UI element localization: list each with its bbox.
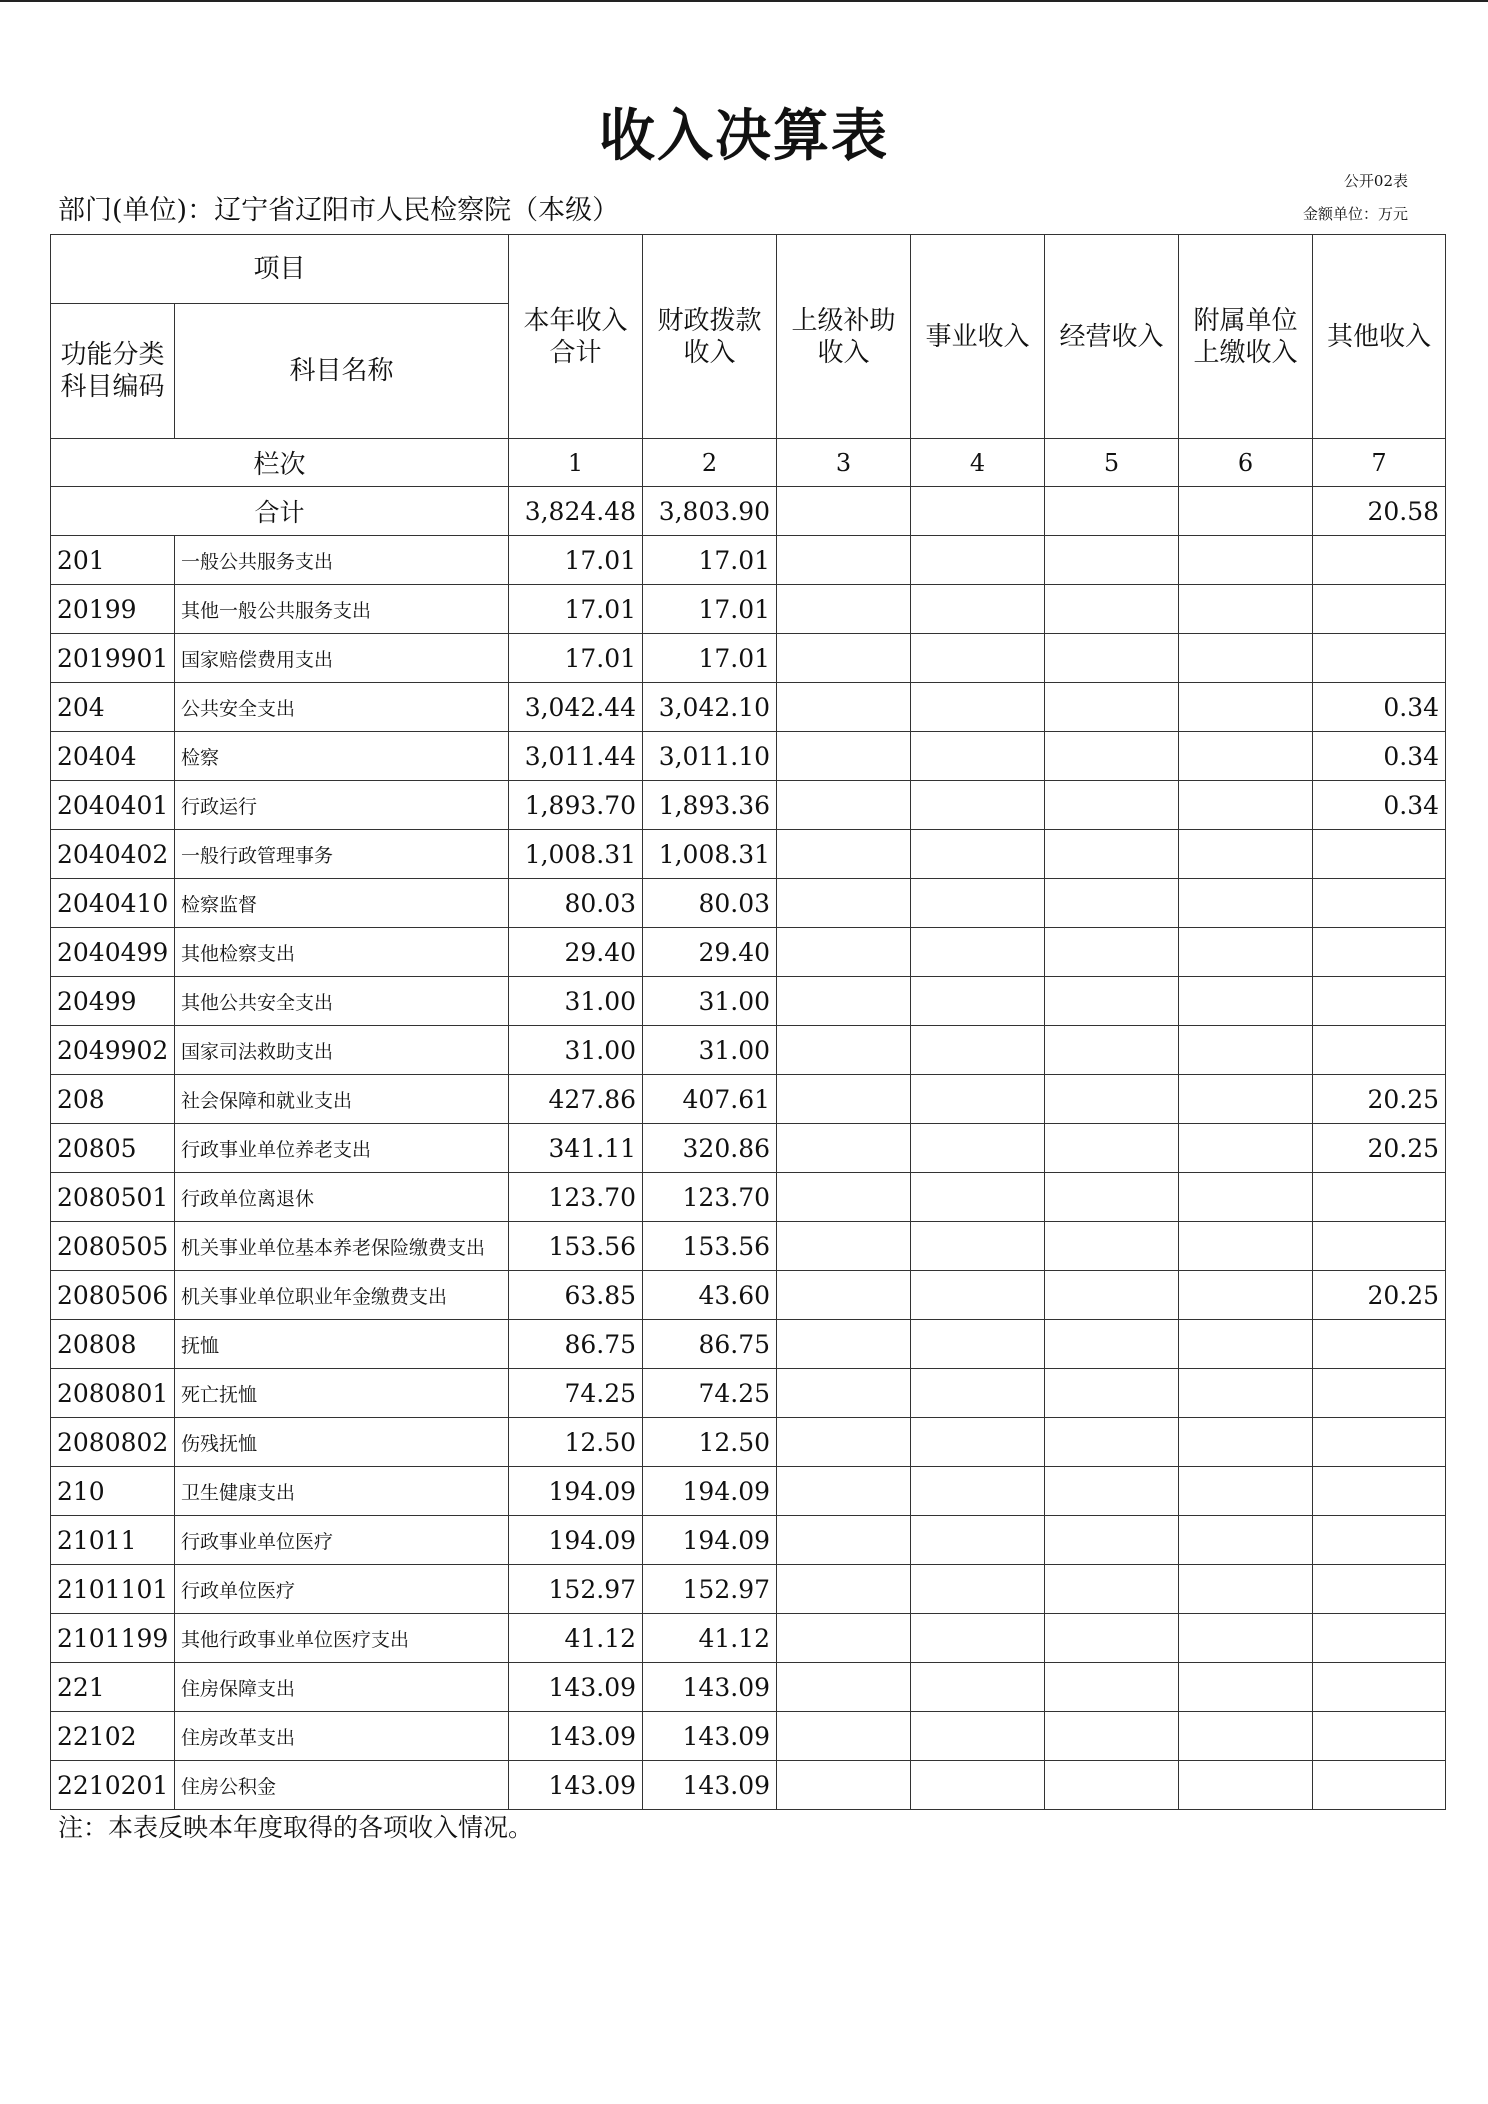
header-name: 科目名称: [175, 304, 509, 439]
header-col3: 上级补助 收入: [777, 235, 911, 439]
subject-name: 公共安全支出: [175, 683, 509, 732]
amount-cell: 143.09: [509, 1761, 643, 1810]
amount-cell: 41.12: [643, 1614, 777, 1663]
subject-name: 一般行政管理事务: [175, 830, 509, 879]
subject-name: 死亡抚恤: [175, 1369, 509, 1418]
amount-cell: [777, 536, 911, 585]
amount-cell: [1045, 1124, 1179, 1173]
amount-cell: 1,893.70: [509, 781, 643, 830]
amount-cell: [1045, 1761, 1179, 1810]
amount-cell: [911, 1173, 1045, 1222]
amount-cell: [777, 1222, 911, 1271]
amount-cell: [1045, 781, 1179, 830]
amount-cell: [1179, 1320, 1313, 1369]
amount-cell: 143.09: [643, 1761, 777, 1810]
table-row: [51, 977, 1446, 1026]
header-code: 功能分类 科目编码: [51, 304, 175, 439]
amount-cell: 143.09: [509, 1712, 643, 1761]
subject-code: 20499: [51, 977, 175, 1026]
subject-name: 机关事业单位基本养老保险缴费支出: [175, 1222, 509, 1271]
amount-cell: [777, 928, 911, 977]
amount-cell: [777, 1614, 911, 1663]
amount-cell: [777, 1761, 911, 1810]
amount-cell: [777, 1369, 911, 1418]
page-top-border: [0, 0, 1488, 2]
amount-cell: 0.34: [1313, 781, 1446, 830]
amount-cell: [1045, 1614, 1179, 1663]
amount-cell: [777, 732, 911, 781]
amount-cell: [911, 1320, 1045, 1369]
table-row: [51, 1467, 1446, 1516]
amount-cell: [1179, 781, 1313, 830]
table-row: [51, 1418, 1446, 1467]
total-value: 3,824.48: [509, 487, 643, 536]
amount-cell: [911, 1075, 1045, 1124]
amount-cell: 341.11: [509, 1124, 643, 1173]
amount-cell: 123.70: [509, 1173, 643, 1222]
amount-cell: [911, 1369, 1045, 1418]
amount-cell: 3,042.10: [643, 683, 777, 732]
amount-cell: [1313, 1026, 1446, 1075]
amount-cell: [1179, 1222, 1313, 1271]
amount-cell: 12.50: [509, 1418, 643, 1467]
subject-name: 抚恤: [175, 1320, 509, 1369]
amount-cell: [1179, 928, 1313, 977]
amount-cell: [911, 634, 1045, 683]
amount-cell: [1045, 977, 1179, 1026]
amount-cell: 153.56: [643, 1222, 777, 1271]
amount-cell: [1045, 928, 1179, 977]
amount-cell: [777, 1075, 911, 1124]
amount-cell: [1179, 585, 1313, 634]
total-value: [1045, 487, 1179, 536]
amount-cell: [1313, 1222, 1446, 1271]
column-number: 1: [509, 439, 643, 487]
subject-name: 行政事业单位养老支出: [175, 1124, 509, 1173]
amount-unit: 金额单位：万元: [1302, 205, 1408, 223]
amount-cell: [777, 1320, 911, 1369]
amount-cell: [1045, 536, 1179, 585]
amount-cell: [911, 585, 1045, 634]
subject-name: 机关事业单位职业年金缴费支出: [175, 1271, 509, 1320]
header-col6: 附属单位 上缴收入: [1179, 235, 1313, 439]
total-value: [911, 487, 1045, 536]
amount-cell: [1313, 1663, 1446, 1712]
amount-cell: [777, 1467, 911, 1516]
total-value: [1179, 487, 1313, 536]
amount-cell: [1179, 1663, 1313, 1712]
subject-code: 2040410: [51, 879, 175, 928]
amount-cell: 3,042.44: [509, 683, 643, 732]
amount-cell: 1,008.31: [643, 830, 777, 879]
subject-name: 行政事业单位医疗: [175, 1516, 509, 1565]
amount-cell: [1313, 1173, 1446, 1222]
amount-cell: [777, 1124, 911, 1173]
table-row: [51, 732, 1446, 781]
amount-cell: [911, 1222, 1045, 1271]
income-table: [50, 234, 1446, 1810]
subject-code: 2101101: [51, 1565, 175, 1614]
amount-cell: [1045, 1369, 1179, 1418]
amount-cell: 143.09: [509, 1663, 643, 1712]
amount-cell: 194.09: [509, 1467, 643, 1516]
amount-cell: [1179, 1369, 1313, 1418]
department-label: 部门(单位)：辽宁省辽阳市人民检察院（本级）: [58, 195, 620, 226]
amount-cell: [911, 1418, 1045, 1467]
table-row: [51, 830, 1446, 879]
amount-cell: 123.70: [643, 1173, 777, 1222]
amount-cell: [777, 1663, 911, 1712]
amount-cell: 320.86: [643, 1124, 777, 1173]
amount-cell: 80.03: [643, 879, 777, 928]
amount-cell: [1179, 1761, 1313, 1810]
amount-cell: [1313, 977, 1446, 1026]
amount-cell: [911, 1712, 1045, 1761]
table-row: [51, 1712, 1446, 1761]
amount-cell: [1313, 830, 1446, 879]
amount-cell: [1313, 585, 1446, 634]
amount-cell: [911, 683, 1045, 732]
header-col7: 其他收入: [1313, 235, 1446, 439]
amount-cell: [1179, 830, 1313, 879]
amount-cell: 86.75: [643, 1320, 777, 1369]
table-row: [51, 781, 1446, 830]
amount-cell: 12.50: [643, 1418, 777, 1467]
table-row: [51, 634, 1446, 683]
table-row: [51, 1565, 1446, 1614]
amount-cell: [1313, 1418, 1446, 1467]
amount-cell: [911, 1467, 1045, 1516]
subject-code: 2080505: [51, 1222, 175, 1271]
amount-cell: [1313, 1369, 1446, 1418]
amount-cell: 31.00: [509, 1026, 643, 1075]
amount-cell: [1313, 1467, 1446, 1516]
subject-name: 行政单位医疗: [175, 1565, 509, 1614]
subject-code: 221: [51, 1663, 175, 1712]
amount-cell: [1179, 1271, 1313, 1320]
amount-cell: [1313, 1614, 1446, 1663]
table-row: [51, 536, 1446, 585]
subject-code: 22102: [51, 1712, 175, 1761]
amount-cell: [1045, 1516, 1179, 1565]
amount-cell: [911, 928, 1045, 977]
amount-cell: [1179, 1173, 1313, 1222]
amount-cell: 1,893.36: [643, 781, 777, 830]
amount-cell: 17.01: [643, 634, 777, 683]
table-row: [51, 1271, 1446, 1320]
amount-cell: [1045, 1026, 1179, 1075]
table-row: [51, 1173, 1446, 1222]
amount-cell: [777, 1565, 911, 1614]
amount-cell: [1045, 1222, 1179, 1271]
amount-cell: 20.25: [1313, 1075, 1446, 1124]
subject-name: 其他一般公共服务支出: [175, 585, 509, 634]
amount-cell: 29.40: [509, 928, 643, 977]
subject-name: 一般公共服务支出: [175, 536, 509, 585]
table-row: [51, 1663, 1446, 1712]
amount-cell: [911, 1516, 1045, 1565]
amount-cell: 17.01: [643, 536, 777, 585]
table-row: [51, 1075, 1446, 1124]
amount-cell: 41.12: [509, 1614, 643, 1663]
subject-code: 20808: [51, 1320, 175, 1369]
amount-cell: [1313, 1712, 1446, 1761]
amount-cell: 1,008.31: [509, 830, 643, 879]
header-row-index: 栏次: [51, 439, 509, 487]
amount-cell: 143.09: [643, 1663, 777, 1712]
subject-code: 2101199: [51, 1614, 175, 1663]
amount-cell: [1045, 634, 1179, 683]
column-number: 7: [1313, 439, 1446, 487]
amount-cell: [777, 1271, 911, 1320]
subject-name: 住房公积金: [175, 1761, 509, 1810]
amount-cell: [1045, 830, 1179, 879]
column-number: 4: [911, 439, 1045, 487]
amount-cell: 31.00: [509, 977, 643, 1026]
amount-cell: [911, 781, 1045, 830]
table-row: [51, 1124, 1446, 1173]
amount-cell: [1179, 879, 1313, 928]
form-code: 公开02表: [1343, 172, 1408, 190]
header-col1: 本年收入 合计: [509, 235, 643, 439]
subject-code: 2049902: [51, 1026, 175, 1075]
amount-cell: 3,011.44: [509, 732, 643, 781]
amount-cell: [1045, 1663, 1179, 1712]
amount-cell: [1045, 1712, 1179, 1761]
column-number: 6: [1179, 439, 1313, 487]
page-title: 收入决算表: [599, 104, 889, 169]
amount-cell: [1313, 1565, 1446, 1614]
amount-cell: [777, 634, 911, 683]
amount-cell: [1045, 879, 1179, 928]
subject-code: 2080802: [51, 1418, 175, 1467]
amount-cell: 194.09: [643, 1467, 777, 1516]
table-row: [51, 1026, 1446, 1075]
amount-cell: [1313, 634, 1446, 683]
header-project: 项目: [51, 235, 509, 304]
subject-code: 2080506: [51, 1271, 175, 1320]
amount-cell: 20.25: [1313, 1124, 1446, 1173]
table-row: [51, 1614, 1446, 1663]
amount-cell: 143.09: [643, 1712, 777, 1761]
amount-cell: [1045, 1271, 1179, 1320]
amount-cell: 63.85: [509, 1271, 643, 1320]
subject-code: 201: [51, 536, 175, 585]
column-number: 2: [643, 439, 777, 487]
amount-cell: [777, 879, 911, 928]
amount-cell: [1179, 1565, 1313, 1614]
total-value: 20.58: [1313, 487, 1446, 536]
subject-name: 其他行政事业单位医疗支出: [175, 1614, 509, 1663]
amount-cell: [1045, 1418, 1179, 1467]
amount-cell: [911, 536, 1045, 585]
amount-cell: 427.86: [509, 1075, 643, 1124]
amount-cell: 17.01: [509, 536, 643, 585]
amount-cell: [1045, 585, 1179, 634]
total-value: [777, 487, 911, 536]
subject-code: 2040499: [51, 928, 175, 977]
amount-cell: [777, 585, 911, 634]
amount-cell: 80.03: [509, 879, 643, 928]
total-value: 3,803.90: [643, 487, 777, 536]
amount-cell: [911, 879, 1045, 928]
amount-cell: [777, 1173, 911, 1222]
amount-cell: [1179, 1516, 1313, 1565]
amount-cell: [1179, 1418, 1313, 1467]
subject-code: 2040402: [51, 830, 175, 879]
amount-cell: 31.00: [643, 1026, 777, 1075]
subject-name: 检察监督: [175, 879, 509, 928]
amount-cell: 17.01: [509, 634, 643, 683]
amount-cell: [1179, 683, 1313, 732]
amount-cell: 86.75: [509, 1320, 643, 1369]
amount-cell: 31.00: [643, 977, 777, 1026]
amount-cell: [777, 1516, 911, 1565]
table-row: [51, 1516, 1446, 1565]
column-number: 5: [1045, 439, 1179, 487]
amount-cell: 0.34: [1313, 732, 1446, 781]
amount-cell: [1045, 1173, 1179, 1222]
amount-cell: [1179, 977, 1313, 1026]
table-row: [51, 928, 1446, 977]
subject-name: 国家赔偿费用支出: [175, 634, 509, 683]
amount-cell: [911, 1761, 1045, 1810]
amount-cell: [1179, 1124, 1313, 1173]
subject-name: 住房改革支出: [175, 1712, 509, 1761]
subject-code: 2040401: [51, 781, 175, 830]
amount-cell: 20.25: [1313, 1271, 1446, 1320]
subject-code: 20404: [51, 732, 175, 781]
amount-cell: [1179, 536, 1313, 585]
amount-cell: [1179, 732, 1313, 781]
table-row: [51, 585, 1446, 634]
amount-cell: [911, 977, 1045, 1026]
amount-cell: 152.97: [509, 1565, 643, 1614]
amount-cell: [1313, 1516, 1446, 1565]
subject-name: 检察: [175, 732, 509, 781]
subject-code: 210: [51, 1467, 175, 1516]
total-label: 合计: [51, 487, 509, 536]
amount-cell: [777, 977, 911, 1026]
amount-cell: 17.01: [509, 585, 643, 634]
amount-cell: [1313, 928, 1446, 977]
amount-cell: [777, 1418, 911, 1467]
table-row: [51, 1320, 1446, 1369]
subject-code: 2080801: [51, 1369, 175, 1418]
amount-cell: 194.09: [509, 1516, 643, 1565]
amount-cell: [1179, 1075, 1313, 1124]
amount-cell: [1045, 683, 1179, 732]
column-number: 3: [777, 439, 911, 487]
table-row: [51, 1761, 1446, 1810]
header-col4: 事业收入: [911, 235, 1045, 439]
subject-code: 204: [51, 683, 175, 732]
footnote: 注：本表反映本年度取得的各项收入情况。: [58, 1813, 534, 1842]
amount-cell: [1313, 1761, 1446, 1810]
amount-cell: [1179, 1467, 1313, 1516]
amount-cell: 153.56: [509, 1222, 643, 1271]
amount-cell: 152.97: [643, 1565, 777, 1614]
amount-cell: [1179, 1026, 1313, 1075]
amount-cell: 194.09: [643, 1516, 777, 1565]
amount-cell: [777, 1712, 911, 1761]
amount-cell: 43.60: [643, 1271, 777, 1320]
subject-name: 国家司法救助支出: [175, 1026, 509, 1075]
amount-cell: 3,011.10: [643, 732, 777, 781]
subject-name: 社会保障和就业支出: [175, 1075, 509, 1124]
subject-name: 行政单位离退休: [175, 1173, 509, 1222]
amount-cell: 29.40: [643, 928, 777, 977]
amount-cell: 74.25: [643, 1369, 777, 1418]
amount-cell: [777, 1026, 911, 1075]
amount-cell: [1313, 879, 1446, 928]
table-row: [51, 1369, 1446, 1418]
subject-code: 2210201: [51, 1761, 175, 1810]
subject-code: 21011: [51, 1516, 175, 1565]
subject-name: 其他公共安全支出: [175, 977, 509, 1026]
subject-code: 2080501: [51, 1173, 175, 1222]
amount-cell: 17.01: [643, 585, 777, 634]
subject-code: 2019901: [51, 634, 175, 683]
amount-cell: [911, 1124, 1045, 1173]
subject-code: 208: [51, 1075, 175, 1124]
amount-cell: [1179, 1712, 1313, 1761]
table-row: [51, 1222, 1446, 1271]
amount-cell: 74.25: [509, 1369, 643, 1418]
amount-cell: [911, 1565, 1045, 1614]
amount-cell: [911, 1663, 1045, 1712]
amount-cell: [1179, 634, 1313, 683]
subject-code: 20199: [51, 585, 175, 634]
subject-name: 伤残抚恤: [175, 1418, 509, 1467]
subject-code: 20805: [51, 1124, 175, 1173]
amount-cell: [911, 1271, 1045, 1320]
amount-cell: [1045, 732, 1179, 781]
amount-cell: [777, 830, 911, 879]
amount-cell: [1045, 1467, 1179, 1516]
subject-name: 卫生健康支出: [175, 1467, 509, 1516]
subject-name: 行政运行: [175, 781, 509, 830]
amount-cell: [777, 781, 911, 830]
subject-name: 其他检察支出: [175, 928, 509, 977]
amount-cell: [1045, 1320, 1179, 1369]
amount-cell: [911, 1614, 1045, 1663]
amount-cell: [911, 732, 1045, 781]
amount-cell: 407.61: [643, 1075, 777, 1124]
header-col5: 经营收入: [1045, 235, 1179, 439]
amount-cell: [777, 683, 911, 732]
amount-cell: [1179, 1614, 1313, 1663]
amount-cell: [1313, 1320, 1446, 1369]
table-row: [51, 683, 1446, 732]
table-row: [51, 879, 1446, 928]
amount-cell: 0.34: [1313, 683, 1446, 732]
subject-name: 住房保障支出: [175, 1663, 509, 1712]
amount-cell: [1045, 1075, 1179, 1124]
header-col2: 财政拨款 收入: [643, 235, 777, 439]
amount-cell: [911, 1026, 1045, 1075]
amount-cell: [1313, 536, 1446, 585]
amount-cell: [911, 830, 1045, 879]
amount-cell: [1045, 1565, 1179, 1614]
